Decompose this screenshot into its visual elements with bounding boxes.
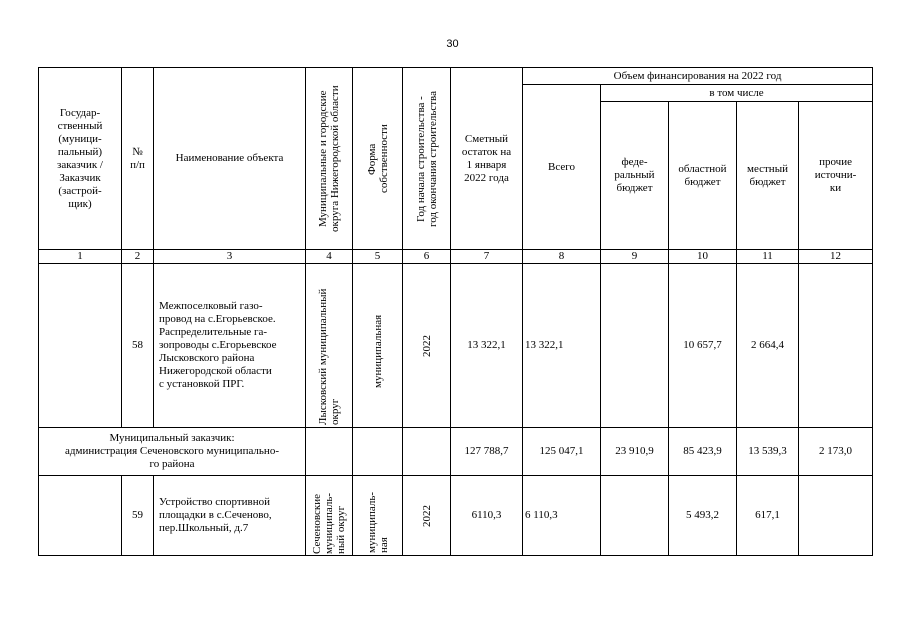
table-row — [39, 476, 873, 556]
cell-object-name: Устройство спортивной площадки в с.Сеченово, пер.Школьный, д.7 — [154, 476, 306, 556]
column-number: 12 — [799, 250, 873, 264]
header-years: Год начала строительства - год окончания строительства — [403, 68, 451, 250]
header-customer: Государ- ственный (муници- пальный) заказчик / Заказчик (застрой- щик) — [39, 68, 122, 250]
column-number: 11 — [737, 250, 799, 264]
cell-num: 58 — [122, 264, 154, 428]
header-num: № п/п — [122, 68, 154, 250]
column-number: 6 — [403, 250, 451, 264]
column-number: 5 — [353, 250, 403, 264]
header-financing-volume: Объем финансирования на 2022 год — [523, 68, 873, 85]
cell-ownership: муниципаль- ная — [353, 476, 403, 556]
cell-estimated-balance: 13 322,1 — [451, 264, 523, 428]
cell-other: 2 173,0 — [799, 428, 873, 476]
cell-years: 2022 — [403, 476, 451, 556]
cell-total: 13 322,1 — [523, 264, 601, 428]
cell-regional: 10 657,7 — [669, 264, 737, 428]
customer-label: Муниципальный заказчик: администрация Сеченовского муниципально- го района — [39, 428, 306, 476]
cell-years: 2022 — [403, 264, 451, 428]
cell-local: 13 539,3 — [737, 428, 799, 476]
column-number: 4 — [306, 250, 353, 264]
cell-num: 59 — [122, 476, 154, 556]
cell-local: 2 664,4 — [737, 264, 799, 428]
column-number: 9 — [601, 250, 669, 264]
cell-customer — [39, 264, 122, 428]
cell-municipality — [306, 428, 353, 476]
column-number: 10 — [669, 250, 737, 264]
header-estimated-balance: Сметный остаток на 1 января 2022 года — [451, 68, 523, 250]
header-total: Всего — [523, 85, 601, 250]
cell-municipality: Сеченовские муниципаль- ный округ — [306, 476, 353, 556]
page-number: 30 — [446, 38, 459, 50]
column-number: 3 — [154, 250, 306, 264]
column-number-row — [39, 250, 873, 264]
cell-regional: 5 493,2 — [669, 476, 737, 556]
cell-estimated-balance: 6110,3 — [451, 476, 523, 556]
header-ownership: Форма собственности — [353, 68, 403, 250]
header-municipality: Муниципальные и городские округа Нижегородской области — [306, 68, 353, 250]
column-number: 8 — [523, 250, 601, 264]
cell-ownership — [353, 428, 403, 476]
cell-municipality: Лысковский муниципальный округ — [306, 264, 353, 428]
table-row — [39, 264, 873, 428]
cell-local: 617,1 — [737, 476, 799, 556]
cell-total: 6 110,3 — [523, 476, 601, 556]
cell-federal: 23 910,9 — [601, 428, 669, 476]
header-other: прочие источни- ки — [799, 102, 873, 250]
header-local: местный бюджет — [737, 102, 799, 250]
cell-federal — [601, 476, 669, 556]
customer-row — [39, 428, 873, 476]
cell-federal — [601, 264, 669, 428]
cell-years — [403, 428, 451, 476]
column-number: 2 — [122, 250, 154, 264]
column-number: 7 — [451, 250, 523, 264]
cell-total: 125 047,1 — [523, 428, 601, 476]
cell-estimated-balance: 127 788,7 — [451, 428, 523, 476]
header-federal: феде- ральный бюджет — [601, 102, 669, 250]
header-regional: областной бюджет — [669, 102, 737, 250]
cell-object-name: Межпоселковый газо- провод на с.Егорьевское. Распределительные га- зопроводы с.Егорьевское Лысковского района Нижегородской области с установкой ПРГ. — [154, 264, 306, 428]
cell-other — [799, 476, 873, 556]
header-object-name: Наименование объекта — [154, 68, 306, 250]
cell-ownership: муниципальная — [353, 264, 403, 428]
cell-other — [799, 264, 873, 428]
header-including: в том числе — [601, 85, 873, 102]
cell-customer — [39, 476, 122, 556]
cell-regional: 85 423,9 — [669, 428, 737, 476]
column-number: 1 — [39, 250, 122, 264]
financing-table — [38, 67, 873, 556]
